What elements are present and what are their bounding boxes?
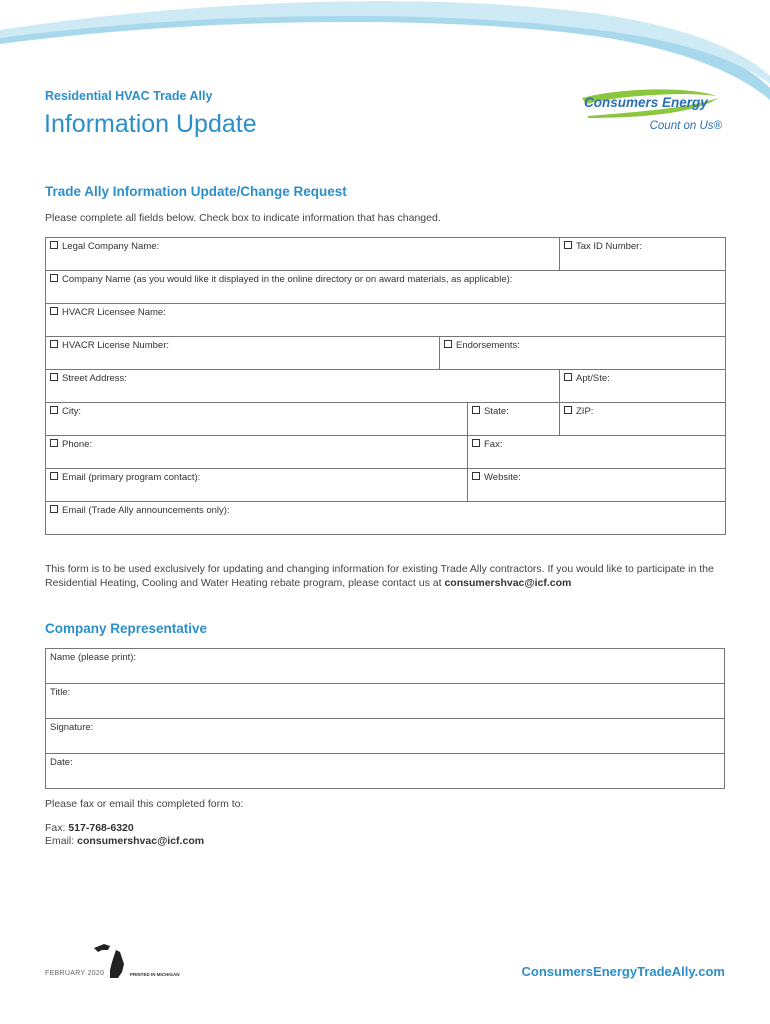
- printed-in-michigan: PRINTED IN MICHIGAN: [130, 972, 180, 977]
- field-label: Email (Trade Ally announcements only):: [62, 505, 230, 516]
- rep-title-field[interactable]: [46, 684, 725, 719]
- fax-number: 517-768-6320: [68, 822, 134, 834]
- field-label: HVACR License Number:: [62, 340, 170, 351]
- michigan-icon: [90, 940, 130, 980]
- notice-text: This form is to be used exclusively for updating and changing information for existing Trade Ally contractors. If you would like to participate in the Residential Heating, Cooling and Water Heating rebate program, please contact us at: [45, 563, 714, 589]
- section-title-representative: Company Representative: [45, 621, 208, 636]
- checkbox[interactable]: [564, 241, 572, 249]
- checkbox[interactable]: [50, 373, 58, 381]
- rep-name-field[interactable]: [46, 649, 725, 684]
- consumers-energy-logo: [578, 86, 728, 141]
- checkbox[interactable]: [472, 439, 480, 447]
- checkbox[interactable]: [564, 373, 572, 381]
- checkbox[interactable]: [50, 307, 58, 315]
- field-label: Tax ID Number:: [576, 241, 642, 252]
- checkbox[interactable]: [444, 340, 452, 348]
- submit-email-link[interactable]: consumershvac@icf.com: [77, 835, 205, 847]
- instructions: Please complete all fields below. Check box to indicate information that has changed.: [45, 212, 441, 224]
- checkbox[interactable]: [472, 472, 480, 480]
- footer-date: FEBRUARY 2020: [45, 970, 105, 977]
- email-label: Email:: [45, 835, 75, 847]
- checkbox[interactable]: [50, 472, 58, 480]
- tax-id-field[interactable]: [560, 238, 726, 271]
- apt-field[interactable]: [560, 370, 726, 403]
- fax-field[interactable]: [468, 436, 726, 469]
- state-field[interactable]: [468, 403, 560, 436]
- endorsements-field[interactable]: [440, 337, 726, 370]
- checkbox[interactable]: [50, 439, 58, 447]
- field-label: HVACR Licensee Name:: [62, 307, 166, 318]
- section-title-update: Trade Ally Information Update/Change Request: [45, 184, 347, 199]
- notice-email-link[interactable]: consumershvac@icf.com: [444, 577, 572, 589]
- company-representative-table: [45, 648, 725, 789]
- company-name-field[interactable]: [46, 271, 726, 304]
- field-label: Website:: [484, 472, 521, 483]
- field-label: ZIP:: [576, 406, 594, 417]
- field-label: Endorsements:: [456, 340, 520, 351]
- checkbox[interactable]: [472, 406, 480, 414]
- checkbox[interactable]: [50, 241, 58, 249]
- field-label: Name (please print):: [50, 652, 137, 663]
- field-label: City:: [62, 406, 81, 417]
- license-number-field[interactable]: [46, 337, 440, 370]
- field-label: Company Name (as you would like it displayed in the online directory or on award materials, as applicable):: [62, 274, 513, 285]
- field-label: Phone:: [62, 439, 93, 450]
- field-label: Legal Company Name:: [62, 241, 160, 252]
- checkbox[interactable]: [50, 340, 58, 348]
- street-address-field[interactable]: [46, 370, 560, 403]
- field-label: State:: [484, 406, 509, 417]
- field-label: Date:: [50, 757, 73, 768]
- city-field[interactable]: [46, 403, 468, 436]
- email-primary-field[interactable]: [46, 469, 468, 502]
- field-label: Street Address:: [62, 373, 127, 384]
- form-subtitle: Residential HVAC Trade Ally: [45, 89, 213, 103]
- field-label: Title:: [50, 687, 71, 698]
- rep-signature-field[interactable]: [46, 719, 725, 754]
- licensee-name-field[interactable]: [46, 304, 726, 337]
- logo-tagline: Count on Us®: [649, 120, 722, 132]
- notice-paragraph: [45, 562, 735, 590]
- checkbox[interactable]: [50, 406, 58, 414]
- rep-date-field[interactable]: [46, 754, 725, 789]
- checkbox[interactable]: [50, 274, 58, 282]
- zip-field[interactable]: [560, 403, 726, 436]
- submit-contact: [45, 822, 204, 848]
- checkbox[interactable]: [564, 406, 572, 414]
- checkbox[interactable]: [50, 505, 58, 513]
- email-announcements-field[interactable]: [46, 502, 726, 535]
- footer-website-link[interactable]: ConsumersEnergyTradeAlly.com: [521, 964, 725, 979]
- website-field[interactable]: [468, 469, 726, 502]
- field-label: Apt/Ste:: [576, 373, 610, 384]
- submit-prompt: Please fax or email this completed form to:: [45, 798, 244, 810]
- phone-field[interactable]: [46, 436, 468, 469]
- fax-label: Fax:: [45, 822, 66, 834]
- form-title: Information Update: [44, 110, 257, 138]
- logo-wordmark: Consumers Energy: [584, 95, 708, 110]
- legal-company-name-field[interactable]: [46, 238, 560, 271]
- field-label: Fax:: [484, 439, 503, 450]
- trade-ally-info-table: [45, 237, 726, 535]
- field-label: Email (primary program contact):: [62, 472, 201, 483]
- field-label: Signature:: [50, 722, 94, 733]
